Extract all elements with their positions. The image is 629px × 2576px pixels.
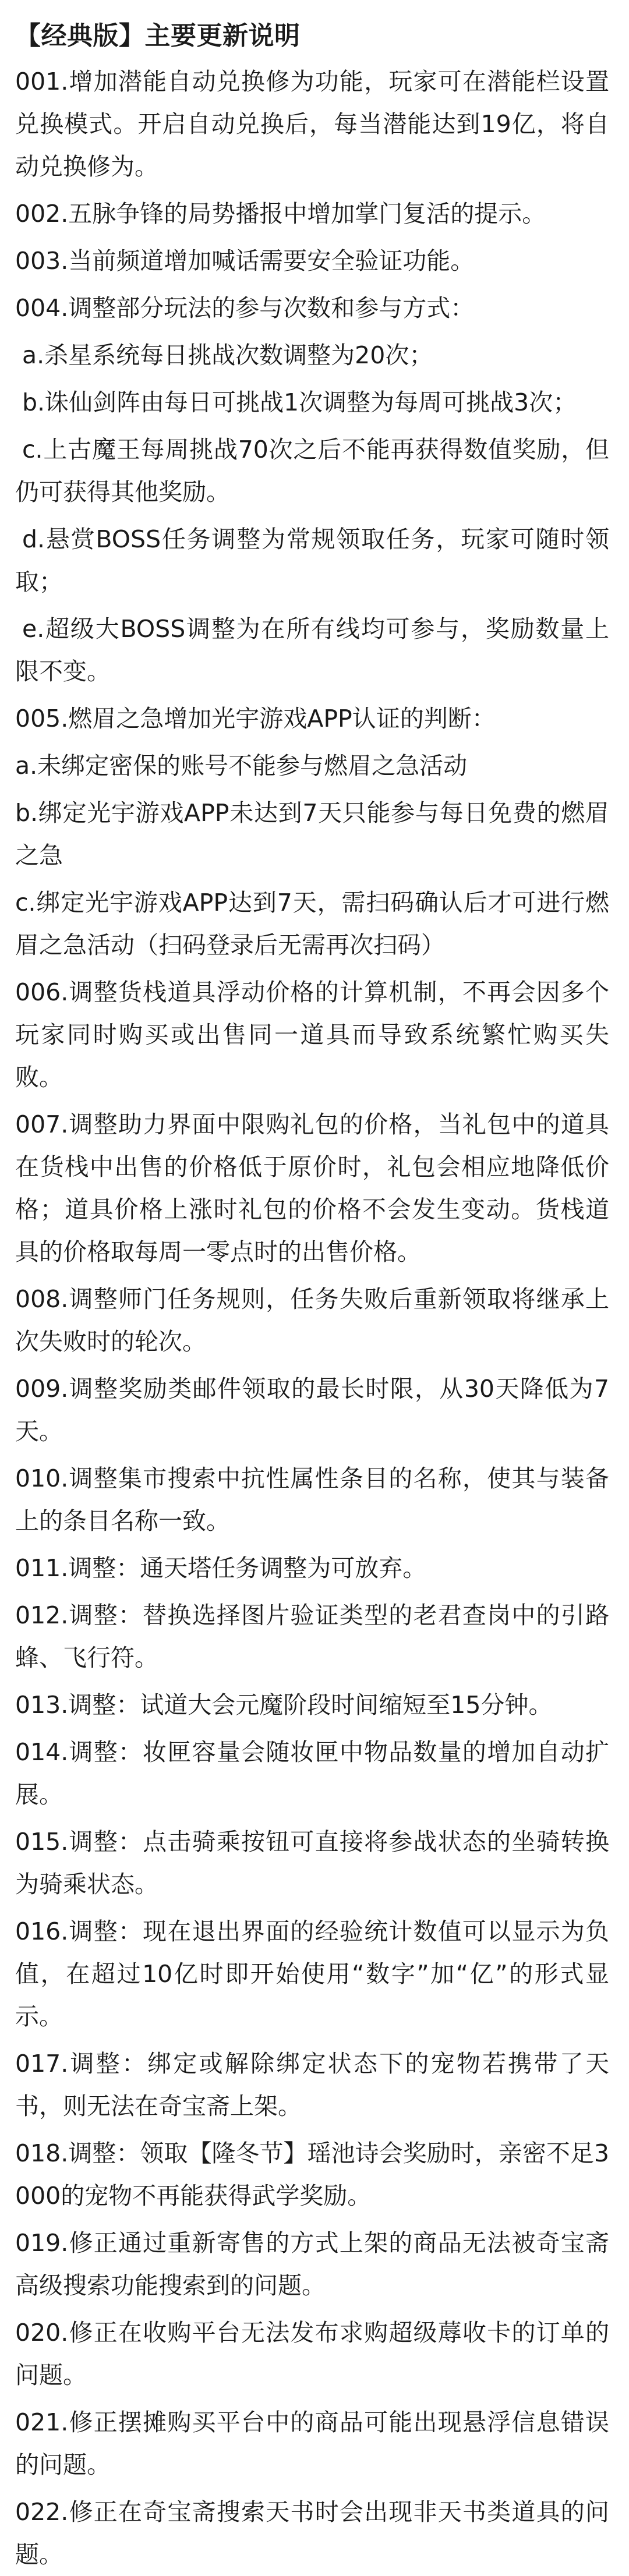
list-item: 022.修正在奇宝斋搜索天书时会出现非天书类道具的问题。 [15, 2498, 609, 2568]
list-item: b.绑定光宇游戏APP未达到7天只能参与每日免费的燃眉之急 [15, 799, 609, 869]
list-item: 013.调整：试道大会元魔阶段时间缩短至15分钟。 [15, 1691, 553, 1719]
list-item: a.杀星系统每日挑战次数调整为20次； [22, 341, 433, 369]
list-item: 005.燃眉之急增加光宇游戏APP认证的判断： [15, 705, 496, 733]
list-item: 014.调整：妆匣容量会随妆匣中物品数量的增加自动扩展。 [15, 1738, 609, 1809]
list-item: 012.调整：替换选择图片验证类型的老君查岗中的引路蜂、飞行符。 [15, 1601, 609, 1672]
list-item: 015.调整：点击骑乘按钮可直接将参战状态的坐骑转换为骑乘状态。 [15, 1828, 609, 1898]
list-item: d.悬赏BOSS任务调整为常规领取任务，玩家可随时领取； [15, 525, 609, 596]
list-item: 007.调整助力界面中限购礼包的价格，当礼包中的道具在货栈中出售的价格低于原价时，礼包会相应地降低价格；道具价格上涨时礼包的价格不会发生变动。货栈道具的价格取每周一零点时的出售价格。 [15, 1110, 609, 1266]
list-item: 008.调整师门任务规则，任务失败后重新领取将继承上次失败时的轮次。 [15, 1285, 609, 1356]
list-item: 018.调整：领取【隆冬节】瑶池诗会奖励时，亲密不足3000的宠物不再能获得武学奖励。 [15, 2139, 609, 2210]
list-item: 001.增加潜能自动兑换修为功能，玩家可在潜能栏设置兑换模式。开启自动兑换后，每当潜能达到19亿，将自动兑换修为。 [15, 68, 609, 181]
page-title: 【经典版】主要更新说明 [15, 21, 301, 51]
list-item: a.未绑定密保的账号不能参与燃眉之急活动 [15, 752, 468, 780]
list-item: c.上古魔王每周挑战70次之后不能再获得数值奖励，但仍可获得其他奖励。 [15, 436, 609, 506]
list-item: 019.修正通过重新寄售的方式上架的商品无法被奇宝斋高级搜索功能搜索到的问题。 [15, 2229, 609, 2299]
list-item: b.诛仙剑阵由每日可挑战1次调整为每周可挑战3次； [22, 388, 577, 416]
list-item: 006.调整货栈道具浮动价格的计算机制，不再会因多个玩家同时购买或出售同一道具而导致系统繁忙购买失败。 [15, 978, 609, 1091]
list-item: c.绑定光宇游戏APP达到7天，需扫码确认后才可进行燃眉之急活动（扫码登录后无需再次扫码） [15, 889, 609, 959]
list-item: 021.修正摆摊购买平台中的商品可能出现悬浮信息错误的问题。 [15, 2408, 609, 2479]
list-item: e.超级大BOSS调整为在所有线均可参与，奖励数量上限不变。 [15, 615, 609, 685]
list-item: 020.修正在收购平台无法发布求购超级蓐收卡的订单的问题。 [15, 2319, 609, 2389]
list-item: 003.当前频道增加喊话需要安全验证功能。 [15, 247, 475, 275]
list-item: 004.调整部分玩法的参与次数和参与方式： [15, 294, 475, 322]
list-item: 002.五脉争锋的局势播报中增加掌门复活的提示。 [15, 200, 546, 228]
list-item: 011.调整：通天塔任务调整为可放弃。 [15, 1554, 427, 1582]
list-item: 017.调整：绑定或解除绑定状态下的宠物若携带了天书，则无法在奇宝斋上架。 [15, 2050, 609, 2120]
list-item: 016.调整：现在退出界面的经验统计数值可以显示为负值，在超过10亿时即开始使用“数字”加“亿”的形式显示。 [15, 1917, 609, 2030]
list-item: 010.调整集市搜索中抗性属性条目的名称，使其与装备上的条目名称一致。 [15, 1464, 609, 1535]
list-item: 009.调整奖励类邮件领取的最长时限，从30天降低为7天。 [15, 1375, 609, 1445]
